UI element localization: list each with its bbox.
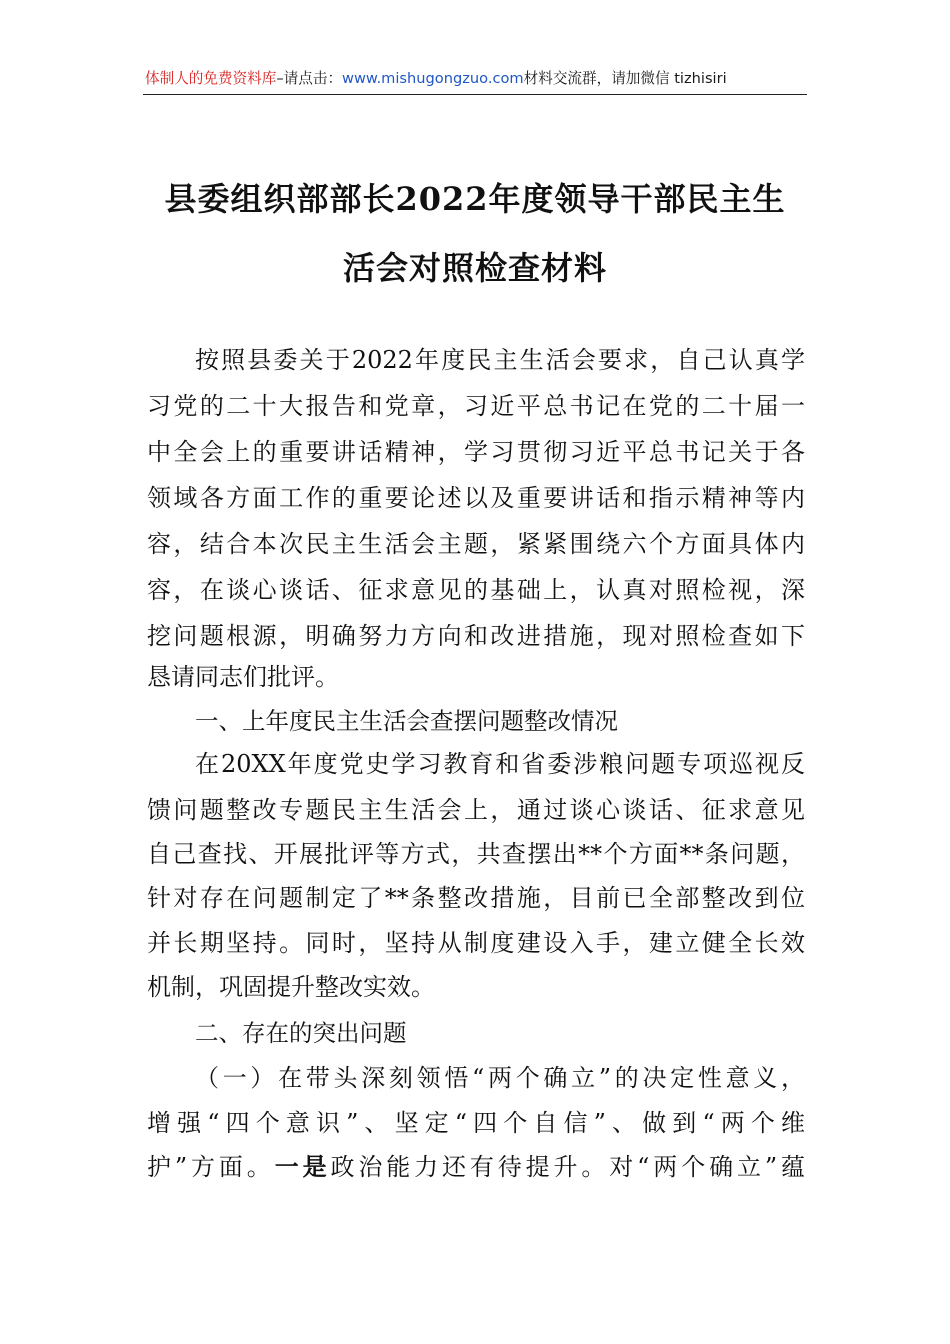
section2-line: 增强“四个意识”、坚定“四个自信”、做到“两个维 <box>147 1109 805 1137</box>
section2-line: （一）在带头深刻领悟“两个确立”的决定性意义， <box>195 1064 805 1092</box>
section1-line: 在20XX年度党史学习教育和省委涉粮问题专项巡视反 <box>195 750 805 778</box>
header-link[interactable]: www.mishugongzuo.com <box>342 70 524 87</box>
paragraph-line: 挖问题根源，明确努力方向和改进措施，现对照检查如下 <box>147 622 805 650</box>
section1-line: 机制，巩固提升整改实效。 <box>147 973 435 1001</box>
paragraph-line: 恳请同志们批评。 <box>147 663 339 691</box>
section-heading-1: 一、上年度民主生活会查摆问题整改情况 <box>195 707 618 735</box>
page-header <box>145 64 807 94</box>
paragraph-line: 中全会上的重要讲话精神，学习贯彻习近平总书记关于各 <box>147 438 805 466</box>
document-title-line-2: 活会对照检查材料 <box>342 249 607 287</box>
section1-line: 并长期坚持。同时，坚持从制度建设入手，建立健全长效 <box>147 929 805 957</box>
paragraph-line: 容，在谈心谈话、征求意见的基础上，认真对照检视，深 <box>147 576 805 604</box>
header-brand[interactable]: 体制人的免费资料库 <box>145 70 277 87</box>
point-lead: 一是 <box>274 1152 331 1181</box>
header-contact: 材料交流群，请加微信 tizhisiri <box>523 70 727 87</box>
header-divider <box>143 94 807 95</box>
header-prompt: –请点击： <box>276 70 343 87</box>
document-title-line-1: 县委组织部部长2022年度领导干部民主生 <box>164 180 786 218</box>
paragraph-line: 按照县委关于2022年度民主生活会要求，自己认真学 <box>195 346 805 374</box>
section2-line-rest: 政治能力还有待提升。对“两个确立”蕴 <box>330 1153 805 1181</box>
section2-line-start: 护”方面。 <box>147 1153 275 1181</box>
section1-line: 馈问题整改专题民主生活会上，通过谈心谈话、征求意见 <box>147 796 805 824</box>
section1-line: 针对存在问题制定了**条整改措施，目前已全部整改到位 <box>147 884 805 912</box>
section-heading-2: 二、存在的突出问题 <box>195 1019 407 1047</box>
paragraph-line: 领域各方面工作的重要论述以及重要讲话和指示精神等内 <box>147 484 805 512</box>
paragraph-line: 习党的二十大报告和党章，习近平总书记在党的二十届一 <box>147 392 805 420</box>
section1-line: 自己查找、开展批评等方式，共查摆出**个方面**条问题， <box>147 840 805 868</box>
paragraph-line: 容，结合本次民主生活会主题，紧紧围绕六个方面具体内 <box>147 530 805 558</box>
section2-line <box>147 1152 805 1182</box>
